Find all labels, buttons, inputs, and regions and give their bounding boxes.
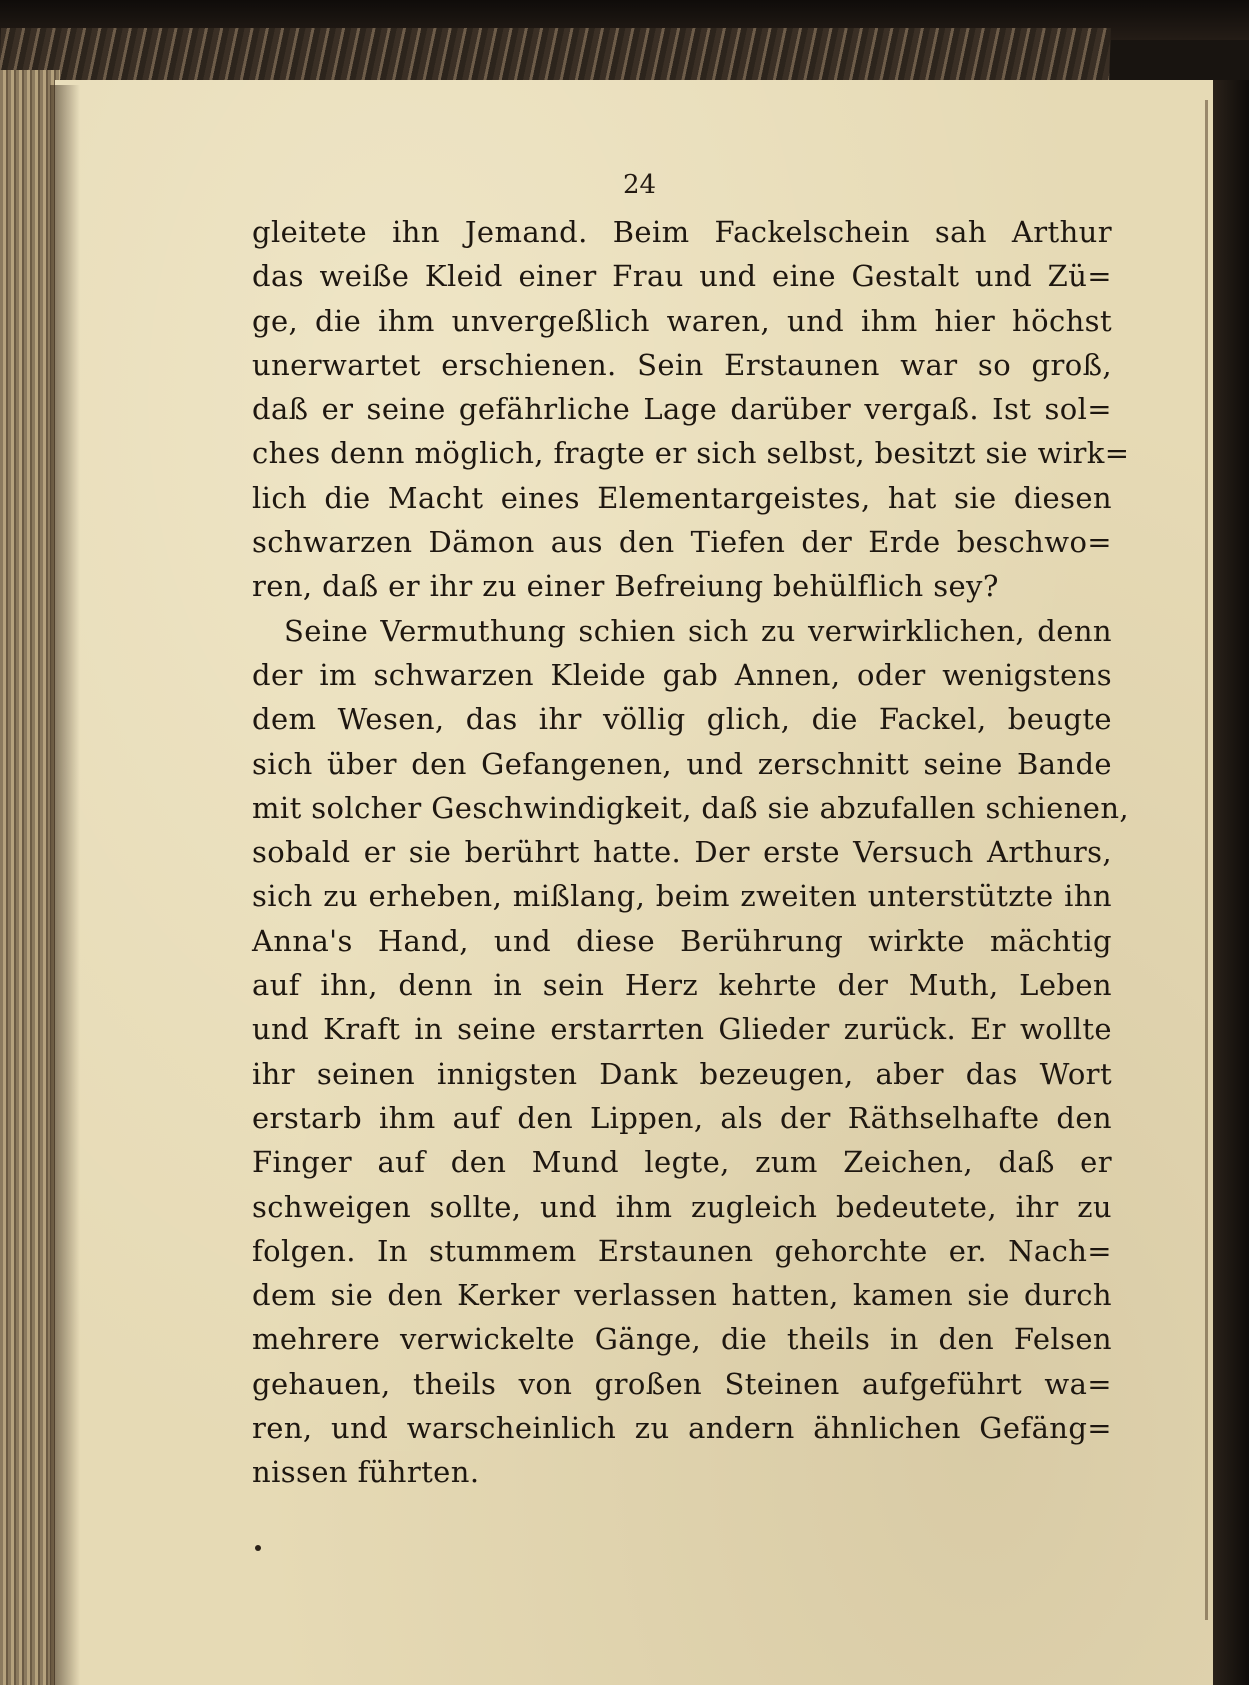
text-line: und Kraft in seine erstarrten Glieder zurück. Er wollte bbox=[252, 1012, 1112, 1047]
text-line: auf ihn, denn in sein Herz kehrte der Muth, Leben bbox=[252, 968, 1112, 1003]
gutter-shadow bbox=[50, 85, 80, 1685]
text-line: nissen führten. bbox=[252, 1455, 480, 1490]
text-line: ren, und warscheinlich zu andern ähnlichen Gefäng= bbox=[252, 1411, 1112, 1446]
ink-speck bbox=[255, 1545, 261, 1551]
text-line: folgen. In stummem Erstaunen gehorchte er. Nach= bbox=[252, 1233, 1112, 1268]
text-line: ren, daß er ihr zu einer Befreiung behülflich sey? bbox=[252, 569, 999, 604]
text-line: erstarb ihm auf den Lippen, als der Räthselhafte den bbox=[252, 1100, 1112, 1135]
text-line: das weiße Kleid einer Frau und eine Gestalt und Zü= bbox=[252, 259, 1112, 294]
fore-edge-line bbox=[1205, 100, 1208, 1620]
page-stack-top-edge bbox=[0, 28, 1111, 80]
text-line: schweigen sollte, und ihm zugleich bedeutete, ihr zu bbox=[252, 1189, 1112, 1224]
text-line: sich über den Gefangenen, und zerschnitt seine Bande bbox=[252, 746, 1112, 781]
text-line: sich zu erheben, mißlang, beim zweiten unterstützte ihn bbox=[252, 879, 1112, 914]
page-number: 24 bbox=[622, 170, 657, 200]
text-line: ches denn möglich, fragte er sich selbst, besitzt sie wirk= bbox=[252, 436, 1130, 471]
text-line: daß er seine gefährliche Lage darüber vergaß. Ist sol= bbox=[252, 392, 1112, 427]
text-line: der im schwarzen Kleide gab Annen, oder wenigstens bbox=[252, 657, 1112, 692]
body-text bbox=[252, 210, 1130, 1495]
scan-background-right bbox=[1213, 80, 1249, 1685]
text-line: Anna's Hand, und diese Berührung wirkte mächtig bbox=[252, 923, 1112, 958]
text-line: ihr seinen innigsten Dank bezeugen, aber das Wort bbox=[252, 1056, 1112, 1091]
text-line: Seine Vermuthung schien sich zu verwirklichen, denn bbox=[284, 613, 1112, 648]
text-line: dem sie den Kerker verlassen hatten, kamen sie durch bbox=[252, 1278, 1112, 1313]
text-line: mehrere verwickelte Gänge, die theils in den Felsen bbox=[252, 1322, 1112, 1357]
text-line: gehauen, theils von großen Steinen aufgeführt wa= bbox=[252, 1366, 1112, 1401]
text-line: gleitete ihn Jemand. Beim Fackelschein sah Arthur bbox=[252, 215, 1112, 249]
text-line: lich die Macht eines Elementargeistes, hat sie diesen bbox=[252, 480, 1112, 515]
text-line: sobald er sie berührt hatte. Der erste Versuch Arthurs, bbox=[252, 835, 1112, 870]
text-line: Finger auf den Mund legte, zum Zeichen, daß er bbox=[252, 1145, 1112, 1180]
text-line: ge, die ihm unvergeßlich waren, und ihm hier höchst bbox=[252, 303, 1112, 338]
text-line: dem Wesen, das ihr völlig glich, die Fackel, beugte bbox=[252, 702, 1112, 737]
text-line: schwarzen Dämon aus den Tiefen der Erde beschwo= bbox=[252, 525, 1112, 560]
text-line: unerwartet erschienen. Sein Erstaunen war so groß, bbox=[252, 347, 1112, 382]
text-line: mit solcher Geschwindigkeit, daß sie abzufallen schienen, bbox=[252, 790, 1130, 825]
